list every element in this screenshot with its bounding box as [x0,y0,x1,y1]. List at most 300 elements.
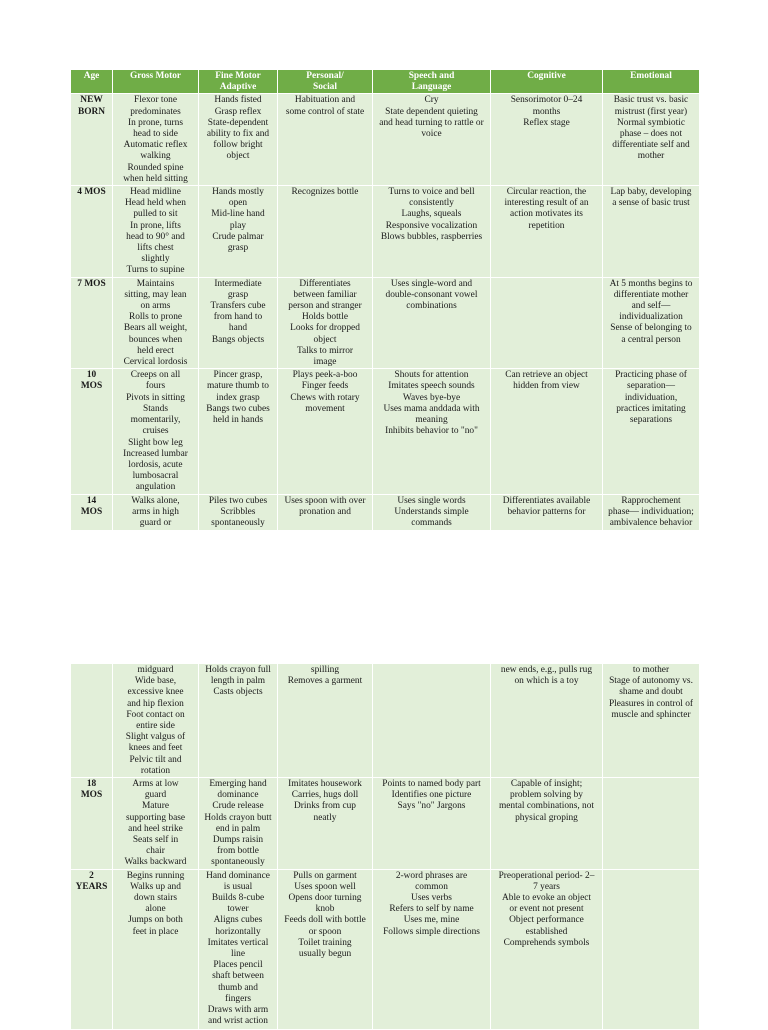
cell-line: voice [421,129,442,140]
cell-line: Follows simple directions [383,926,480,937]
cell-line: knees and feet [128,743,183,754]
cell-line: physical groping [515,812,578,823]
header-age [71,70,113,94]
cell-line: Object performance [509,915,584,926]
cell-line: Pleasures in control of [608,698,694,709]
cell-line: Automatic reflex [123,140,188,151]
cell-line: Sensorimotor 0–24 [510,95,583,106]
cell-line: Inhibits behavior to "no" [385,426,478,437]
cell-line: on which is a toy [514,676,579,687]
cell-line: Points to named body part [382,779,481,790]
cell-line: from bottle [217,846,259,857]
cell-line: knob [315,904,335,915]
cell-gross-motor [113,94,199,186]
cell-line: Rolls to prone [128,312,183,323]
cell-line: fours [145,381,166,392]
cell-line: Lap baby, developing [610,187,692,198]
cell-line: Bangs two cubes [206,403,270,414]
cell-line: Casts objects [213,687,263,698]
cell-line: Grasp reflex [214,106,262,117]
cell-line: Capable of insight; [510,779,583,790]
cell-line: Bangs objects [211,334,265,345]
cell-line: Seats self in [132,835,179,846]
cell-line: person and stranger [288,301,362,312]
cell-line: Blows bubbles, raspberries [380,231,483,242]
cell-line: spilling [310,665,340,675]
table-row [71,186,700,278]
table-row [71,277,700,369]
header-emotional [603,70,700,94]
cell-line: Crude palmar [212,231,264,242]
header-cognitive [491,70,603,94]
cell-line: State dependent quieting [385,106,478,117]
cell-speech-language [373,186,491,278]
cell-emotional [603,94,700,186]
cell-age [71,94,113,186]
cell-line: pulled to sit [133,209,178,220]
cell-line: Finger feeds [301,381,349,392]
cell-line: Mid-line hand [211,209,265,220]
cell-line: Turns to supine [126,265,185,276]
cell-line: and hip flexion [127,698,184,709]
cell-line: lordosis, acute [128,459,183,470]
cell-line: walking [140,151,171,162]
cell-line: Slight bow leg [128,437,183,448]
cell-line: Transfers cube [210,301,266,312]
cell-speech-language [373,778,491,870]
cell-line: hand [228,323,248,334]
cell-line: Pelvic tilt and [129,754,182,765]
cell-line: shame and doubt [619,687,683,698]
cell-fine-motor-adaptive [199,664,278,778]
cell-line: Slight valgus of [125,732,186,743]
cell-line: Stands [142,403,168,414]
cell-line: Can retrieve an object [505,370,588,381]
cell-line: alone [145,904,166,915]
cell-speech-language [373,664,491,778]
development-table-part-2 [70,663,700,1030]
cell-line: Sense of belonging to [610,323,692,334]
cell-line: State-dependent [207,117,269,128]
cell-fine-motor-adaptive [199,369,278,494]
table-body [71,94,700,530]
cell-line: Comprehends symbols [503,937,590,948]
table-row [71,369,700,494]
cell-line: Age [83,71,100,81]
cell-line: Refers to self by name [389,904,474,915]
cell-line: Cry [424,95,439,106]
cell-line: Responsive vocalization [385,220,478,231]
cell-line: Shouts for attention [394,370,469,381]
cell-fine-motor-adaptive [199,94,278,186]
cell-line: and wrist action [208,1016,268,1027]
cell-line: Mature [141,801,170,812]
cell-line: 7 MOS [77,278,106,289]
cell-line: Uses me, mine [403,915,460,926]
cell-line: Imitates housework [288,779,362,790]
cell-line: Uses mama anddada with [383,403,480,414]
cell-gross-motor [113,186,199,278]
cell-line: Aligns cubes [213,915,263,926]
cell-line: grasp [227,243,249,254]
cell-line: Stage of autonomy vs. [609,676,693,687]
cell-line: ambivalence behavior [609,517,693,528]
cell-gross-motor [113,277,199,369]
cell-line: Head held when [125,198,186,209]
cell-line: from hand to [213,312,263,323]
cell-line: months [532,106,561,117]
cell-line: Rounded spine [127,162,184,173]
cell-line: to mother [632,665,670,675]
cell-age [71,186,113,278]
cell-line: Imitates vertical [207,937,269,948]
cell-line: Uses spoon with over [284,495,366,506]
cell-line: Intermediate [214,278,262,289]
cell-line: Able to evoke an object [501,893,592,904]
cell-line: Says "no" Jargons [397,801,466,812]
cell-line: MOS [80,381,103,392]
cell-line: Arms at low [132,779,179,790]
cell-personal-social [278,869,373,1029]
cell-line: Social [313,82,337,93]
cell-line: separation— [627,381,675,392]
cell-line: Pulls on garment [293,870,357,881]
cell-line: repetition [528,220,565,231]
cell-line: 7 years [533,881,560,892]
cell-line: mistrust (first year) [614,106,688,117]
cell-line: held in hands [213,415,263,426]
cell-line: Carries, hugs doll [291,790,359,801]
cell-line: 4 MOS [77,187,106,198]
cell-line: and heel strike [128,823,183,834]
cell-line: Removes a garment [287,676,363,687]
cell-cognitive [491,494,603,530]
cell-line: Scribbles [220,506,256,517]
cell-personal-social [278,277,373,369]
cell-fine-motor-adaptive [199,277,278,369]
cell-cognitive [491,94,603,186]
cell-line: Chews with rotary [290,392,360,403]
cell-line: Preoperational period- 2– [498,870,595,881]
table-row [71,94,700,186]
cell-line: Recognizes bottle [291,187,359,198]
table-row [71,778,700,870]
cell-speech-language [373,94,491,186]
cell-line: on arms [140,301,171,312]
cell-line: line [230,949,246,960]
cell-line: and head turning to rattle or [379,117,484,128]
cell-line: In prone, turns [128,117,183,128]
cell-line: 2 [89,870,94,881]
cell-age [71,494,113,530]
cell-line: rotation [140,765,171,776]
cell-line: Opens door turning [288,893,362,904]
cell-line: new ends, e.g., pulls rug [500,665,593,675]
cell-line: commands [411,517,452,528]
cell-line: Waves bye-bye [402,392,461,403]
table-row [71,664,700,778]
cell-line: neatly [313,812,337,823]
cell-line: Creeps on all [130,370,181,381]
cell-age [71,277,113,369]
cell-line: Pivots in sitting [126,392,185,403]
cell-line: meaning [415,415,448,426]
cell-line: or event not present [509,904,584,915]
cell-line: Maintains [136,278,175,289]
cell-line: excessive knee [127,687,184,698]
cell-speech-language [373,277,491,369]
cell-line: Flexor tone [134,95,177,106]
cell-line: Plays peek-a-boo [292,370,358,381]
cell-line: horizontally [215,926,261,937]
cell-personal-social [278,369,373,494]
cell-line: Cognitive [527,71,566,81]
cell-line: MOS [80,790,103,801]
cell-line: predominates [130,106,181,117]
cell-cognitive [491,369,603,494]
cell-emotional [603,369,700,494]
cell-line: held erect [137,345,174,356]
header-row [71,70,700,94]
cell-line: Turns to voice and bell [388,187,475,198]
cell-fine-motor-adaptive [199,778,278,870]
cell-line: NEW [80,95,103,106]
cell-line: Drinks from cup [294,801,356,812]
cell-fine-motor-adaptive [199,869,278,1029]
cell-line: Personal/ [306,71,344,81]
cell-line: Builds 8-cube [211,893,265,904]
cell-line: 2-word phrases are [395,870,468,881]
cell-line: Feeds doll with bottle [284,915,366,926]
cell-line: guard or [139,517,172,528]
cell-line: fingers [224,993,252,1004]
cell-line: established [525,926,568,937]
cell-gross-motor [113,664,199,778]
header-personal-social [278,70,373,94]
cell-line: bounces when [128,334,183,345]
cell-line: Holds crayon full [205,665,271,675]
cell-line: MOS [80,506,103,517]
cell-line: and self— [631,301,671,312]
cell-emotional [603,869,700,1029]
cell-age [71,369,113,494]
cell-cognitive [491,277,603,369]
cell-line: interesting result of an [504,198,589,209]
cell-line: Head midline [130,187,181,198]
cell-line: entire side [136,721,175,732]
cell-line: slightly [141,254,170,265]
development-table-part-1 [70,69,700,531]
cell-line: consistently [409,198,454,209]
cell-line: action motivates its [510,209,583,220]
cell-line: chair [146,846,165,857]
cell-line: Fine Motor [215,71,261,81]
cell-line: head to side [133,129,178,140]
cell-line: Jumps on both [128,915,183,926]
cell-line: when held sitting [123,173,188,184]
cell-line: Hands fisted [214,95,262,106]
cell-line: some control of state [285,106,365,117]
cell-personal-social [278,778,373,870]
cell-line: lifts chest [137,243,174,254]
cell-line: Increased lumbar [123,448,188,459]
cell-line: is usual [223,881,253,892]
cell-line: Looks for dropped [290,323,360,334]
cell-line: Pincer grasp, [213,370,263,381]
cell-line: Habituation and [294,95,356,106]
cell-emotional [603,664,700,778]
cell-gross-motor [113,369,199,494]
cell-line: down stairs [134,893,177,904]
cell-line: Hands mostly [212,187,264,198]
cell-line: common [415,881,448,892]
cell-age [71,778,113,870]
cell-line: separations [629,415,673,426]
cell-line: feet in place [132,926,179,937]
cell-line: grasp [227,289,249,300]
cell-line: Holds bottle [301,312,349,323]
cell-line: Reflex stage [523,117,570,128]
cell-age [71,869,113,1029]
cell-line: Hand dominance [206,870,270,881]
cell-line: Imitates speech sounds [388,381,475,392]
cell-line: behavior patterns for [507,506,586,517]
cell-line: spontaneously [211,857,265,868]
cell-line: Wide base, [134,676,177,687]
cell-personal-social [278,94,373,186]
cell-gross-motor [113,494,199,530]
table-row [71,869,700,1029]
cell-line: thumb and [218,982,258,993]
cell-line: Talks to mirror [296,345,354,356]
cell-line: spontaneously [211,517,265,528]
cell-line: Basic trust vs. basic [613,95,689,106]
cell-line: a central person [621,334,681,345]
cell-emotional [603,494,700,530]
cell-line: Differentiates [299,278,351,289]
cell-line: lumbosacral [132,471,179,482]
cell-line: Differentiates available [502,495,591,506]
cell-line: movement [305,403,345,414]
cell-line: Language [411,82,452,93]
cell-line: BORN [77,106,106,117]
cell-fine-motor-adaptive [199,186,278,278]
cell-line: follow bright [213,140,263,151]
cell-line: Uses single words [397,495,466,506]
cell-line: open [228,198,248,209]
cell-speech-language [373,869,491,1029]
cell-line: tower [227,904,249,915]
cell-line: mental combinations, not [498,801,595,812]
cell-line: Uses single-word and [390,278,473,289]
table-row [71,494,700,530]
cell-line: Uses spoon well [294,881,356,892]
cell-line: usually begun [298,949,352,960]
cell-line: length in palm [210,676,266,687]
cell-line: supporting base [125,812,186,823]
cell-line: At 5 months begins to [609,278,693,289]
cell-line: momentarily, [130,415,181,426]
cell-line: pronation and [299,506,351,517]
cell-cognitive [491,869,603,1029]
cell-line: image [313,357,337,368]
cell-personal-social [278,494,373,530]
cell-line: Cervical lordosis [123,357,188,368]
cell-line: mother [637,151,665,162]
cell-line: In prone, lifts [130,220,181,231]
cell-line: shaft between [212,971,264,982]
cell-line: between familiar [293,289,357,300]
cell-line: Places pencil [213,960,263,971]
cell-gross-motor [113,778,199,870]
cell-line: Emerging hand [209,779,267,790]
cell-line: Crude release [212,801,264,812]
cell-line: Begins running [126,870,185,881]
header-gross-motor [113,70,199,94]
cell-line: Rapprochement [621,495,681,506]
cell-emotional [603,778,700,870]
cell-line: differentiate mother [613,289,689,300]
cell-line: Piles two cubes [208,495,268,506]
cell-line: Gross Motor [129,71,182,81]
cell-line: a sense of basic trust [612,198,690,209]
cell-cognitive [491,778,603,870]
cell-line: end in palm [215,823,261,834]
cell-line: Toilet training [298,937,352,948]
cell-speech-language [373,369,491,494]
cell-cognitive [491,664,603,778]
cell-cognitive [491,186,603,278]
cell-line: ability to fix and [206,129,270,140]
cell-line: head to 90° and [126,231,185,242]
cell-line: Walks backward [124,857,187,868]
cell-line: practices imitating [616,403,686,414]
cell-line: guard [144,790,167,801]
cell-age [71,664,113,778]
cell-line: Adaptive [219,82,257,93]
cell-line: Understands simple [394,506,469,517]
cell-line: 10 [86,370,97,381]
cell-line: Holds crayon butt [204,812,272,823]
cell-personal-social [278,664,373,778]
cell-line: muscle and sphincter [611,709,691,720]
cell-gross-motor [113,869,199,1029]
cell-personal-social [278,186,373,278]
cell-line: cruises [142,426,169,437]
cell-line: angulation [135,482,176,493]
cell-line: YEARS [75,881,108,892]
cell-line: Emotional [630,71,672,81]
cell-line: Draws with arm [207,1005,269,1016]
table-body [71,664,700,1030]
cell-line: combinations [406,301,457,312]
cell-line: Walks up and [130,881,181,892]
cell-line: 18 [86,779,97,790]
cell-line: index grasp [216,392,260,403]
cell-emotional [603,186,700,278]
cell-line: Normal symbiotic [617,117,685,128]
cell-line: Identifies one picture [391,790,472,801]
cell-line: problem solving by [510,790,583,801]
cell-fine-motor-adaptive [199,494,278,530]
cell-line: or spoon [308,926,342,937]
cell-line: Bears all weight, [123,323,188,334]
cell-line: Speech and [408,71,455,81]
cell-line: 14 [86,495,97,506]
cell-line: Laughs, squeals [401,209,462,220]
cell-line: midguard [137,665,174,675]
cell-line: play [229,220,247,231]
